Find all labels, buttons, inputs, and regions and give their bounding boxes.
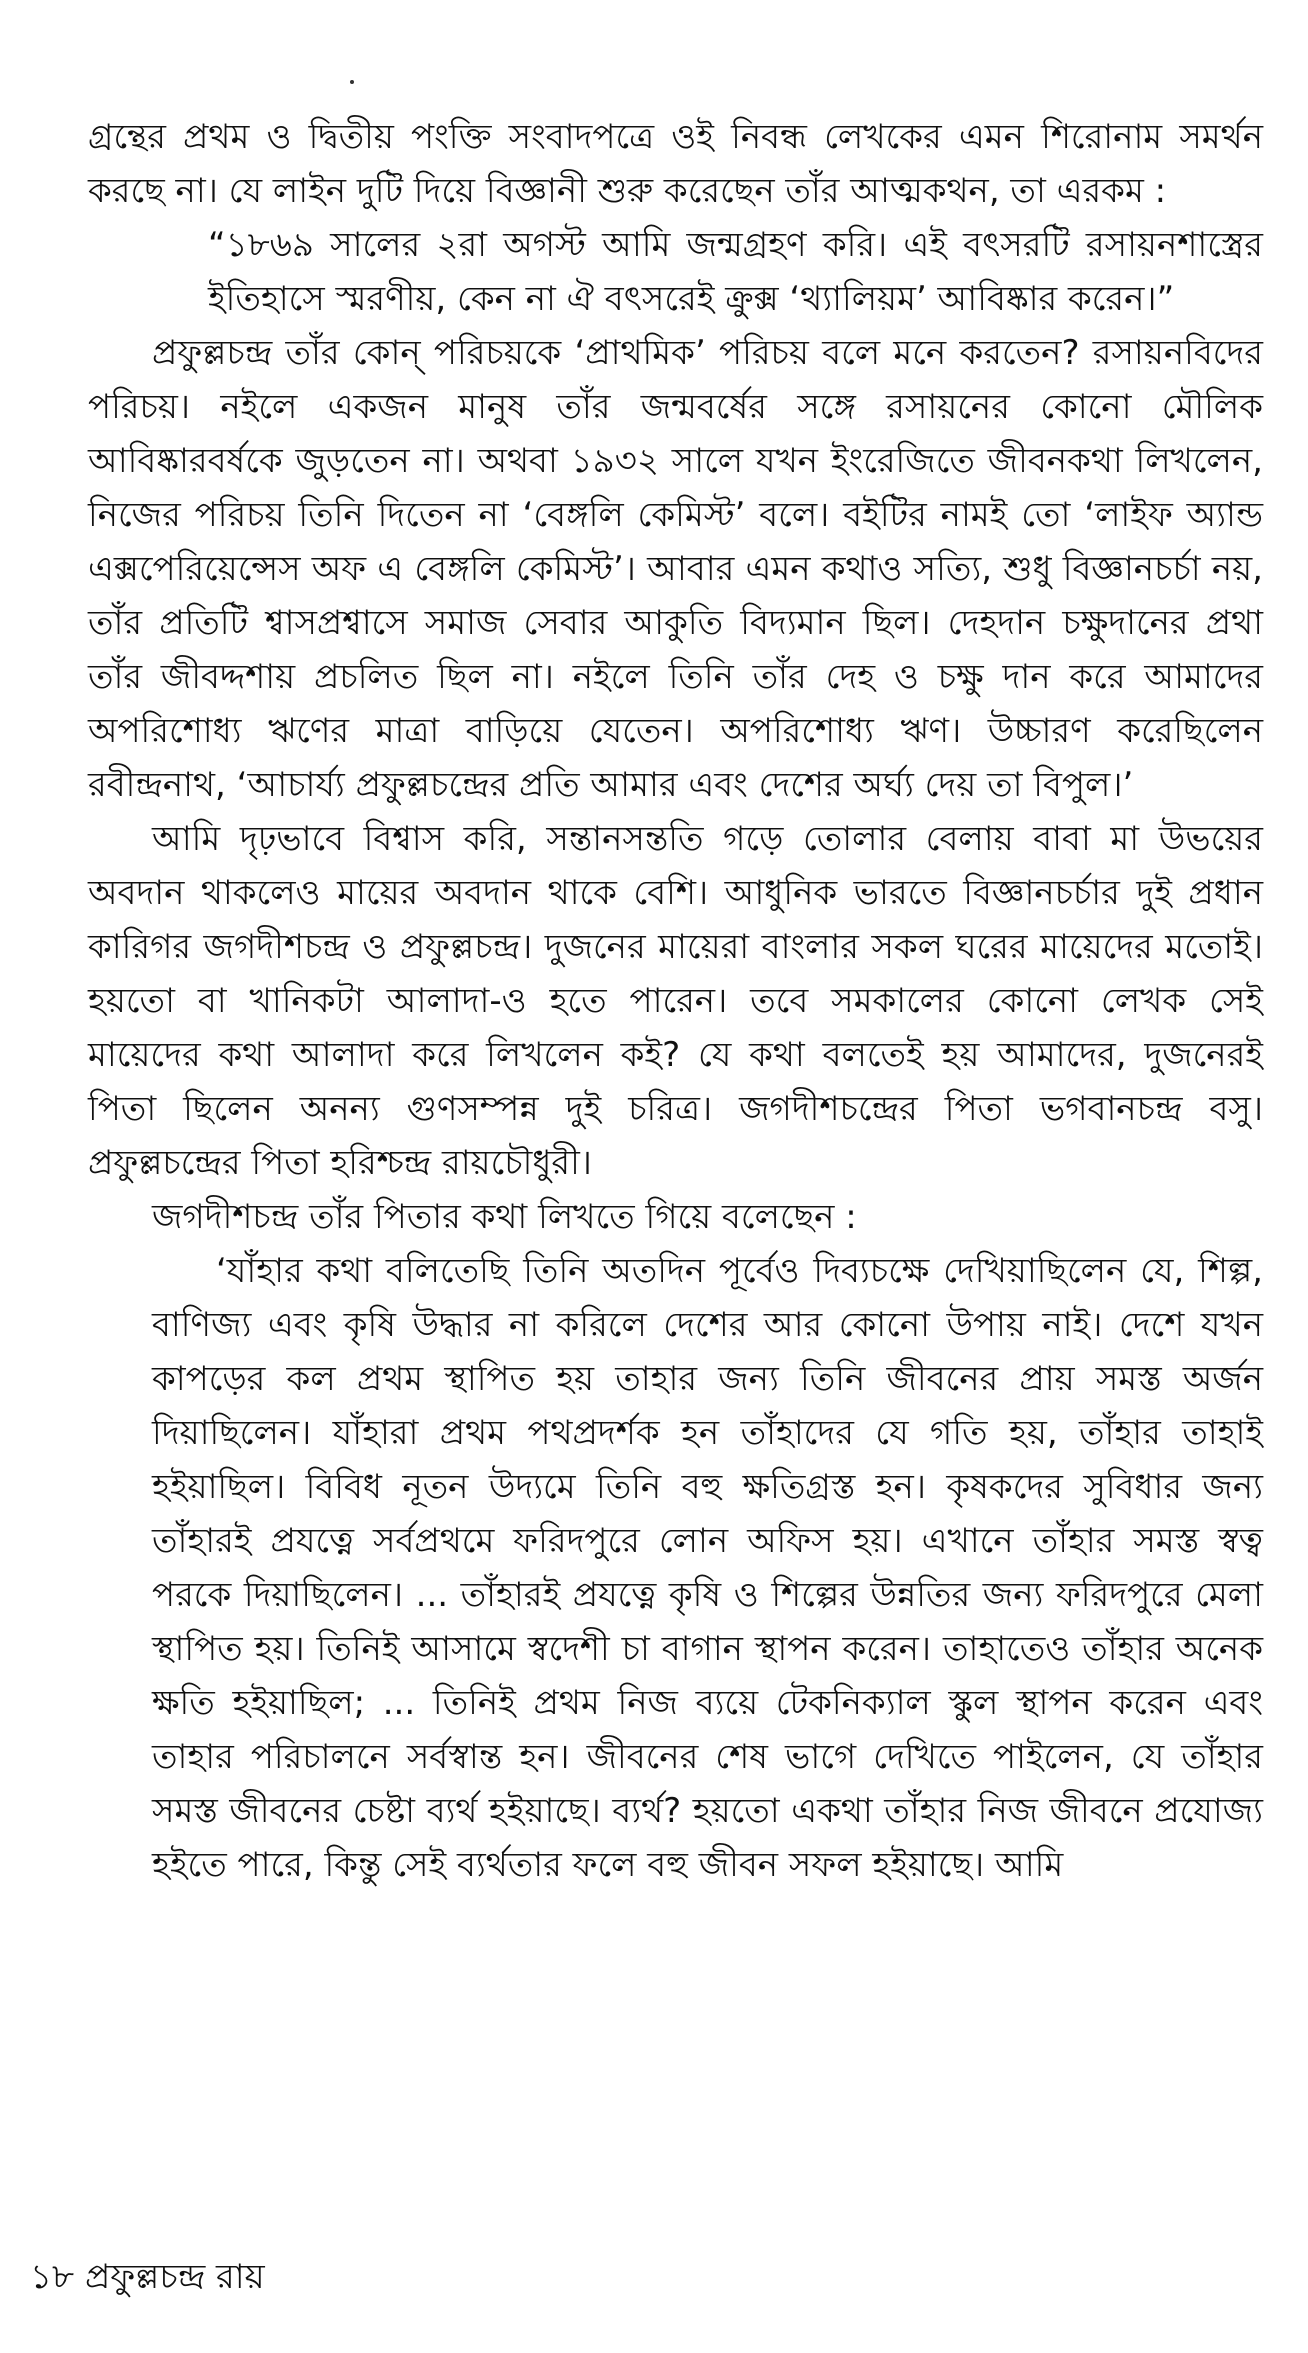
page-number: ১৮ [30,2257,75,2297]
jagadish-quote: ‘যাঁহার কথা বলিতেছি তিনি অতদিন পূর্বেও দিব্যচক্ষে দেখিয়াছিলেন যে, শিল্প, বাণিজ্য এবং কৃষি উদ্ধার না করিলে দেশের আর কোনো উপায় নাই। দেশে যখন কাপড়ের কল প্রথম স্থাপিত হয় তাহার জন্য তিনি জীবনের প্রায় সমস্ত অর্জন দিয়াছিলেন। যাঁহারা প্রথম পথপ্রদর্শক হন তাঁহাদের যে গতি হয়, তাঁহার তাহাই হইয়াছিল। বিবিধ নূতন উদ্যমে তিনি বহু ক্ষতিগ্রস্ত হন। কৃষকদের সুবিধার জন্য তাঁহারই প্রযত্নে সর্বপ্রথমে ফরিদপুরে লোন অফিস হয়। এখানে তাঁহার সমস্ত স্বত্ব পরকে দিয়াছিলেন। ... তাঁহারই প্রযত্নে কৃষি ও শিল্পের উন্নতির জন্য ফরিদপুরে মেলা স্থাপিত হয়। তিনিই আসামে স্বদেশী চা বাগান স্থাপন করেন। তাহাতেও তাঁহার অনেক ক্ষতি হইয়াছিল; ... তিনিই প্রথম নিজ ব্যয়ে টেকনিক্যাল স্কুল স্থাপন করেন এবং তাহার পরিচালনে সর্বস্বান্ত হন। জীবনের শেষ ভাগে দেখিতে পাইলেন, যে তাঁহার সমস্ত জীবনের চেষ্টা ব্যর্থ হইয়াছে। ব্যর্থ? হয়তো একথা তাঁহার নিজ জীবনে প্রযোজ্য হইতে পারে, কিন্তু সেই ব্যর্থতার ফলে বহু জীবন সফল হইয়াছে। আমি [152,1251,1263,1885]
birth-quote: “১৮৬৯ সালের ২রা অগস্ট আমি জন্মগ্রহণ করি। এই বৎসরটি রসায়নশাস্ত্রের ইতিহাসে স্মরণীয়, কেন না ঐ বৎসরেই ক্রুক্স ‘থ্যালিয়ম’ আবিষ্কার করেন।” [208,225,1263,319]
paragraph-1: গ্রন্থের প্রথম ও দ্বিতীয় পংক্তি সংবাদপত্রে ওই নিবন্ধ লেখকের এমন শিরোনাম সমর্থন করছে না। যে লাইন দুটি দিয়ে বিজ্ঞানী শুরু করেছেন তাঁর আত্মকথন, তা এরকম : [88,117,1263,211]
page-footer [30,2250,265,2304]
page-body [88,110,1263,1892]
print-speck [350,80,354,84]
paragraph-4: জগদীশচন্দ্র তাঁর পিতার কথা লিখতে গিয়ে বলেছেন : [152,1197,857,1237]
paragraph-3: আমি দৃঢ়ভাবে বিশ্বাস করি, সন্তানসন্ততি গড়ে তোলার বেলায় বাবা মা উভয়ের অবদান থাকলেও মায়ের অবদান থাকে বেশি। আধুনিক ভারতে বিজ্ঞানচর্চার দুই প্রধান কারিগর জগদীশচন্দ্র ও প্রফুল্লচন্দ্র। দুজনের মায়েরা বাংলার সকল ঘরের মায়েদের মতোই। হয়তো বা খানিকটা আলাদা-ও হতে পারেন। তবে সমকালের কোনো লেখক সেই মায়েদের কথা আলাদা করে লিখলেন কই? যে কথা বলতেই হয় আমাদের, দুজনেরই পিতা ছিলেন অনন্য গুণসম্পন্ন দুই চরিত্র। জগদীশচন্দ্রের পিতা ভগবানচন্দ্র বসু। প্রফুল্লচন্দ্রের পিতা হরিশ্চন্দ্র রায়চৌধুরী। [88,819,1263,1183]
paragraph-2: প্রফুল্লচন্দ্র তাঁর কোন্ পরিচয়কে ‘প্রাথমিক’ পরিচয় বলে মনে করতেন? রসায়নবিদের পরিচয়। নইলে একজন মানুষ তাঁর জন্মবর্ষের সঙ্গে রসায়নের কোনো মৌলিক আবিষ্কারবর্ষকে জুড়তেন না। অথবা ১৯৩২ সালে যখন ইংরেজিতে জীবনকথা লিখলেন, নিজের পরিচয় তিনি দিতেন না ‘বেঙ্গলি কেমিস্ট’ বলে। বইটির নামই তো ‘লাইফ অ্যান্ড এক্সপেরিয়েন্সেস অফ এ বেঙ্গলি কেমিস্ট’। আবার এমন কথাও সত্যি, শুধু বিজ্ঞানচর্চা নয়, তাঁর প্রতিটি শ্বাসপ্রশ্বাসে সমাজ সেবার আকুতি বিদ্যমান ছিল। দেহদান চক্ষুদানের প্রথা তাঁর জীবদ্দশায় প্রচলিত ছিল না। নইলে তিনি তাঁর দেহ ও চক্ষু দান করে আমাদের অপরিশোধ্য ঋণের মাত্রা বাড়িয়ে যেতেন। অপরিশোধ্য ঋণ। উচ্চারণ করেছিলেন রবীন্দ্রনাথ, ‘আচার্য্য প্রফুল্লচন্দ্রের প্রতি আমার এবং দেশের অর্ঘ্য দেয় তা বিপুল।’ [88,333,1263,805]
running-title: প্রফুল্লচন্দ্র রায় [84,2257,265,2297]
